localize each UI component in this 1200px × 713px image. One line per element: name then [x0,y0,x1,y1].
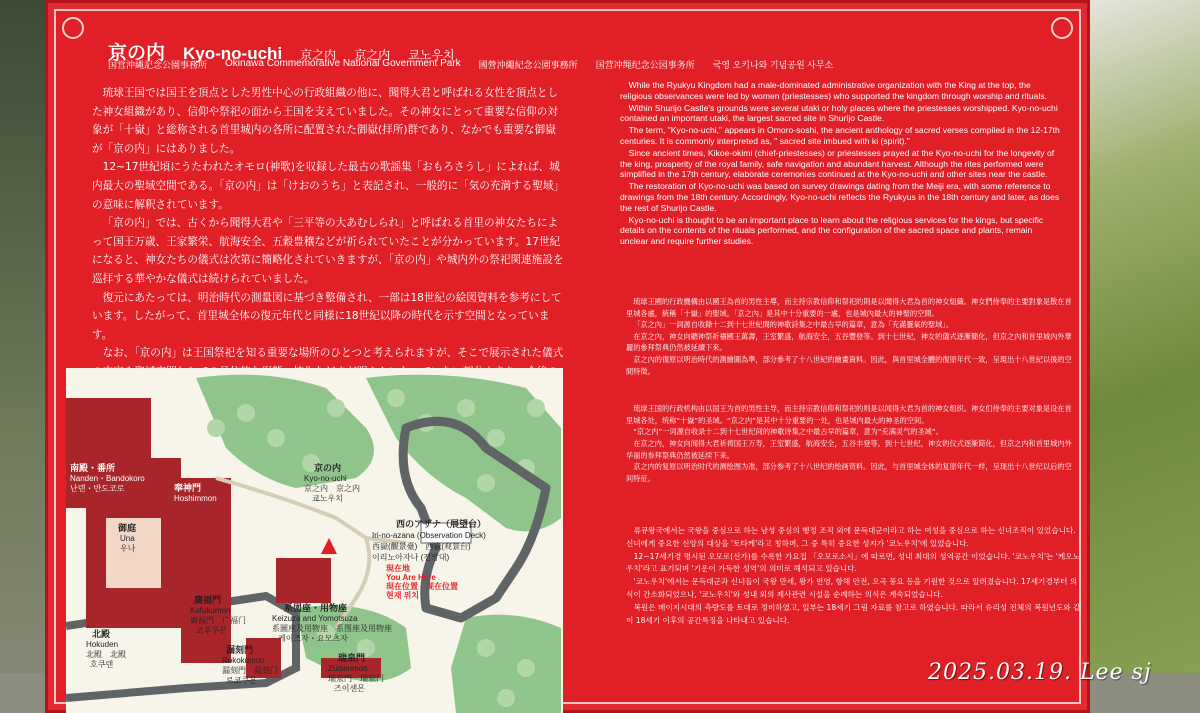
you-are-here-zh: 現在位置 现在位置 [386,582,458,591]
map-label-kyonouchi-zh: 京之内 京之内 [304,484,360,493]
map-label-una-ko: 우나 [120,544,136,553]
map-label-kyonouchi-en: Kyo-no-uchi [304,474,347,483]
chinese-text-block [626,296,1076,510]
corner-ornament [1051,17,1073,39]
map-label-keizuza-zh: 系圖座及用物座 系图座及用物座 [272,624,392,633]
map-label-keizuza-en: Keizuza and Yomotsuza [272,614,358,623]
you-are-here-ko: 현재 위치 [386,591,420,600]
jp-paragraph: 琉球王国では国王を頂点とした男性中心の行政組織の他に、聞得大君と呼ばれる女性を頂点とした神女組織があり、信仰や祭祀の面から王国を支えていました。その神女にとって重要な信仰の対象が「十嶽」と総称される首里城内の各所に配置された御嶽(拝所)群であり、なかでも重要な御嶽が「京の内」にはありました。 [92,87,559,155]
map-label-kofukumon-en: Kofukumon [190,606,231,615]
you-are-here-label [386,564,458,600]
map-label-irinoazana-zh: 西嶽(觀景臺) 西嶽(观景台) [372,542,471,551]
subtitle-english: Okinawa Commemorative National Government Park [225,58,461,69]
title-japanese: 京の内 [108,42,166,64]
map-label-kyonouchi-ko: 쿄노우치 [312,494,343,503]
en-paragraph: While the Ryukyu Kingdom had a male-dominated administrative organization with the King at the top, the religious observances were led by women (priestesses) who supported the kingdom through worship and rituals. [620,80,1048,101]
map-label-hoshimmon-en: Hoshimmon [174,494,217,503]
title-english: Kyo-no-uchi [183,44,283,63]
ko-paragraph: 류큐왕국에서는 국왕을 중심으로 하는 남성 중심의 행정 조직 외에 문득대군이라고 하는 여성을 중심으로 하는 신녀조직이 있었습니다. 신녀에게 중요한 신앙의 대상을 '토타케'라고 칭하며, 그 중 특히 중요한 성지가 '쿄노우치'에 있었습니다. [626,526,1076,548]
map-label-una: 御庭 [118,523,137,533]
ko-paragraph: 복원은 메이지시대의 측량도를 토대로 정비하였고, 일부는 18세기 그림 자료를 참고로 하였습니다. 따라서 슈리성 전체의 복원년도와 같이 18세기 이후의 공간특징을 나타내고 있습니다. [626,602,1081,625]
map-label-zuisenmon-zh: 瑞泉門 瑞泉门 [328,674,384,683]
map-label-zuisenmon-en: Zuisenmon [328,664,368,673]
zh-simp-paragraph: “京之内”一词源自收录十二到十七世纪间的神歌诗集之中最古早的篇章，意为“充满灵气的圣域”。 [633,427,943,437]
map-label-keizuza-ko: 케이즈자・요모츠자 [278,634,348,643]
jp-paragraph: なお、「京の内」は王国祭祀を知る重要な場所のひとつと考えられますが、そこで展示された儀式 [102,347,564,360]
jp-paragraph: 12~17世紀頃にうたわれたオモロ(神歌)を収録した最古の歌謡集「おもろさうし」によれば、城内最大の聖域空間である。「京の内」は「けおのうち」と表記され、一般的に「気の充満する聖域」の意味に解釈されています。 [92,161,560,211]
map-label-nanden-en: Nanden・Bandokoro [70,474,145,483]
zh-trad-paragraph: 「京之內」一詞源自收錄十二到十七世紀間的神歌詩集之中最古早的篇章，意為「充滿靈氣的聖域」。 [633,320,954,330]
zh-trad-paragraph: 琉球王國的行政機構由以國王為首的男性主導，而主持宗教信仰和祭祀的則是以聞得大君為首的神女組織。神女們侍奉的主要對象是散在首里城各處，統稱「十嶽」的聖域。「京之內」是其中十分重要的一處，也是城內最大的神聖的空間。 [626,297,1072,318]
map-label-irinoazana: 西のアザナ（展望台） [396,519,487,529]
en-paragraph: The restoration of Kyo-no-uchi was based on survey drawings dating from the Meiji era, with some reference to drawings from the 18th century. Accordingly, Kyo-no-uchi reflects the Ryukyus in the 18th century and later, as does the rest of Shurijo Castle. [620,181,1060,213]
map-label-hokuden-ko: 호쿠덴 [90,660,114,669]
map-label-hoshimmon: 奉神門 [174,483,202,493]
map-label-keizuza: 系図座・用物座 [284,603,348,613]
jp-paragraph: 復元にあたっては、明治時代の測量図に基づき整備され、一部は18世紀の絵図資料を参考にしています。したがって、首里城全体の復元年代と同様に18世紀以降の時代を示す空間となっています。 [92,291,562,341]
map-label-irinoazana-en: Iri-no-azana (Observation Deck) [372,531,486,540]
english-text-block [620,80,1060,248]
map-label-hokuden-en: Hokuden [86,640,119,649]
ko-paragraph: '쿄노우치'에서는 문득대군과 신녀들이 국왕 만세, 왕가 번영, 항해 안전, 오곡 풍요 등을 기원한 것으로 알려졌습니다. 17세기경부터 의식이 간소화되었으나, '쿄노우치'와 성내 외의 제사관련 시설을 순례하는 의식은 계속되었습니다. [626,577,1078,599]
building-keizuza [276,558,331,603]
title-korean: 쿄노우치 [408,48,455,62]
map-label-zuisenmon-ko: 즈이센몬 [334,684,365,693]
map-label-kofukumon-zh: 廣福門 广福门 [190,616,246,625]
en-paragraph: Since ancient times, Kikoe-okimi (chief-priestesses) or priestesses prayed at the Kyo-no-uchi for the longevity of the king, prosperity of the royal family, safe navigation and abundant harvest. Although the rites performed were simplified in the 17th century, elaborate ceremonies continued at the Kyo-no-uchi and other sites near the castle. [620,147,1055,180]
map-label-rokokumon: 漏刻門 [226,645,254,655]
sign-subtitle [108,58,833,71]
chinese-simplified-block [626,403,1076,484]
en-paragraph: Kyo-no-uchi is thought to be an important place to learn about the religious services for the kings, but specific details on the contents of the rituals performed, and the configuration of the sacred space and plants, remain unclear and require further studies. [620,214,1044,247]
you-are-here-marker [321,538,337,554]
zh-simp-paragraph: 京之内的复原以明治时代的测绘图为准，部分参考了十八世纪的绘画资料。因此，与首里城全体的复原年代一样，呈现出十八世纪以后的空间特征。 [626,462,1072,483]
zh-trad-paragraph: 京之內的復原以明治時代的測繪圖為準，部分參考了十八世紀的繪畫資料。因此，與首里城全體的復原年代一致，呈現出十八世紀以後的空間特徵。 [626,354,1072,376]
subtitle-chinese-simplified: 国营冲绳纪念公园事务所 [595,60,695,70]
map-label-zuisenmon: 瑞泉門 [338,653,366,663]
korean-text-block [626,525,1081,627]
map-label-kofukumon: 廣福門 [194,595,222,605]
subtitle-korean: 국영 오키나와 기념공원 사무소 [712,60,834,70]
title-chinese-traditional: 京之内 [300,48,337,62]
map-label-una-en: Una [120,534,135,543]
photo-date-stamp: 2025.03.19. Lee sj [928,660,1152,685]
zh-trad-paragraph: 在京之內，神女向聽神祭祈禱國王萬壽，王室繁盛，航海安全，五谷豐登等。到十七世紀，神女的儀式逐漸簡化，但京之內和首里城內外華麗的參拜祭典仍然被延續下來。 [626,331,1072,353]
zh-simp-paragraph: 在京之内，神女向闻得大君祈祷国王万寿，王室繁盛，航海安全，五谷丰登等。到十七世纪，神女的仪式逐渐简化，但京之内和首里城内外华丽的参拜祭典仍然被延续下来。 [626,438,1072,460]
en-paragraph: The term, "Kyo-no-uchi," appears in Omoro-soshi, the ancient anthology of sacred verses compiled in the 12-17th centuries. It is commonly interpreted as, " sacred site imbued with ki (spirit)." [620,125,1060,146]
map-label-rokokumon-zh: 漏刻門 漏刻门 [222,666,278,675]
jp-paragraph: 「京の内」では、古くから聞得大君や「三平等の大あむしられ」と呼ばれる首里の神女たちによって国王万歳、王家繁栄、航海安全、五穀豊穣などが祈られていたことが分かっています。17世紀になると、神女たちの儀式は次第に簡略化されていきますが、「京の内」や城内外の祭祀関連施設を巡拝する華やかな儀式は続けられていました。 [92,217,564,285]
site-map [66,368,563,713]
map-label-rokokumon-ko: 로코쿠몬 [226,676,257,685]
title-chinese-simplified: 京之内 [354,48,391,62]
map-label-nanden-ko: 난덴・반도코로 [70,484,125,493]
map-label-hokuden-zh: 北殿 北殿 [86,650,126,659]
map-label-irinoazana-ko: 이리노아자나 (전망대) [372,553,450,562]
ko-paragraph: 12~17세기경 명시된 오모로(신가)를 수록한 가요집 「오모로소시」에 따르면, 성내 최대의 성역공간 이었습니다. '쿄노우치'는 '케오노우치'라고 표기되며 '기운이 가득한 성역'의 의미로 해석되고 있습니다. [626,551,1080,574]
map-label-nanden: 南殿・番所 [70,463,116,473]
you-are-here-en: You Are Here [386,573,436,582]
map-label-kyonouchi: 京の内 [314,463,342,473]
background-foliage-right [1080,0,1200,713]
en-paragraph: Within Shurijo Castle's grounds were several utaki or holy places where the priestesses worshipped. Kyo-no-uchi contained an important utaki, the largest sacred site in Shurijo Castle. [620,102,1058,124]
map-graphic [66,368,563,713]
subtitle-chinese-traditional: 國營沖繩紀念公園事務所 [478,60,578,70]
map-label-kofukumon-ko: 코후쿠몬 [196,626,227,635]
you-are-here-jp: 現在地 [386,564,410,573]
corner-ornament [62,17,84,39]
chinese-traditional-block [626,296,1076,377]
japanese-text-block [92,84,564,400]
subtitle-japanese: 国営沖縄記念公園事務所 [108,60,208,70]
map-label-rokokumon-en: Rokokumon [222,656,265,665]
map-label-hokuden: 北殿 [92,629,111,639]
zh-simp-paragraph: 琉球王国的行政机构由以国王为首的男性主导，而主持宗教信仰和祭祀的则是以闻得大君为首的神女组织。神女们侍奉的主要对象是设在首里城各处，统称“十嶽”的圣域。“京之内”是其中十分重要的一处，也是城内最大的神圣的空间。 [626,404,1072,425]
